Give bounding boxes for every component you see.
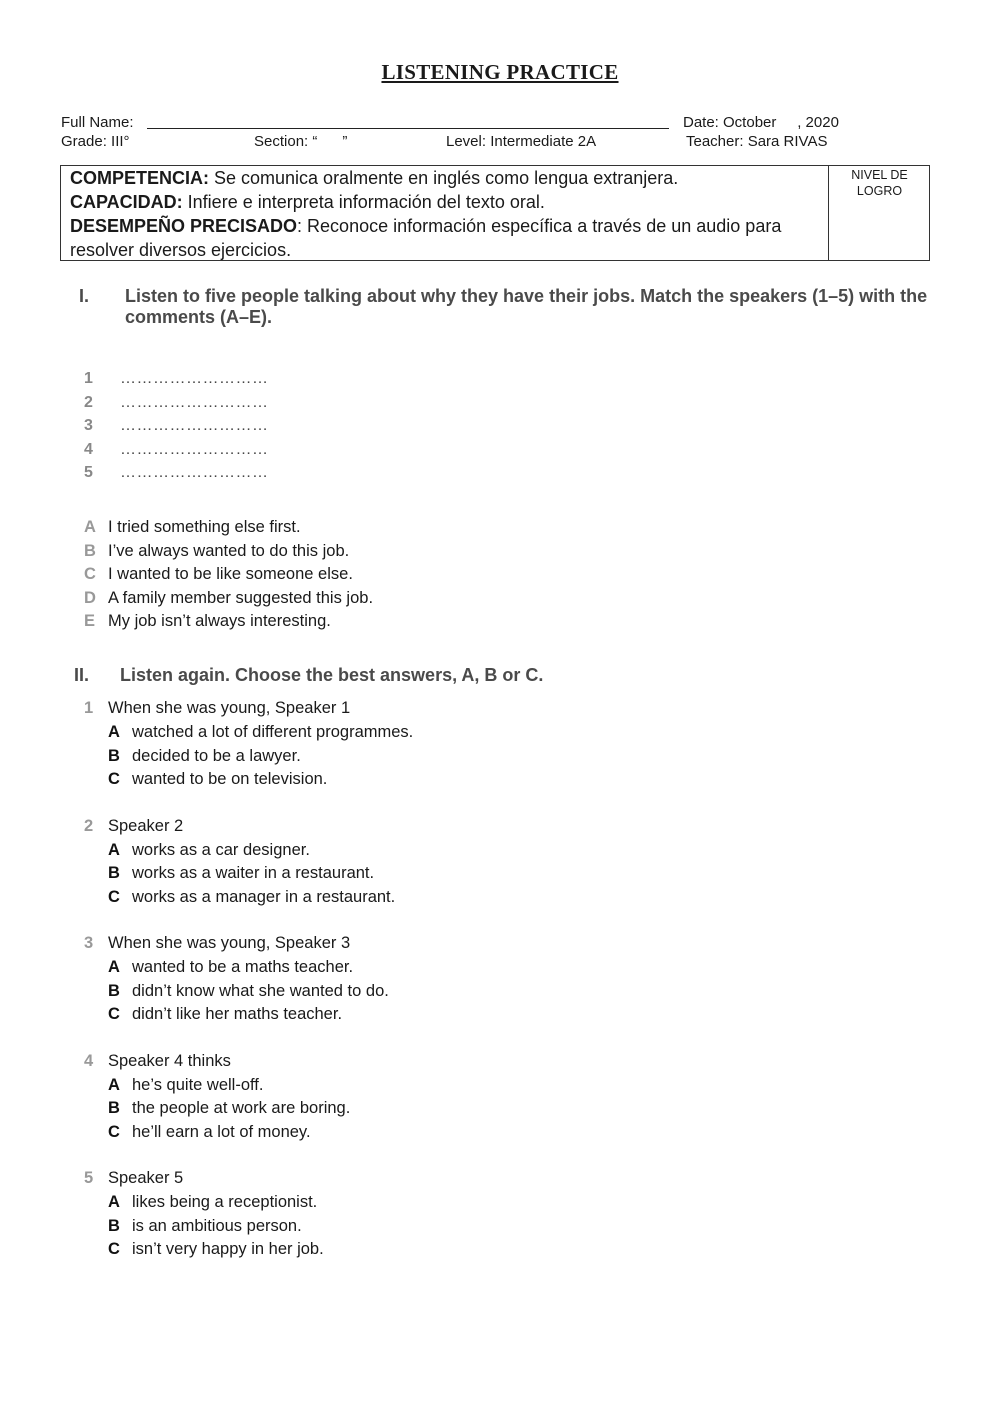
competencia-label: COMPETENCIA: <box>70 168 209 188</box>
grade-label: Grade: III° <box>61 133 130 150</box>
answer-option[interactable]: C wanted to be on television. <box>108 770 328 788</box>
competencia-box <box>60 165 930 261</box>
answer-option[interactable]: B decided to be a lawyer. <box>108 747 301 765</box>
comment-c: C I wanted to be like someone else. <box>84 565 353 583</box>
match-blank-3[interactable] <box>84 417 269 435</box>
match-blank-2[interactable] <box>84 394 269 412</box>
section2-number: II. <box>74 665 90 685</box>
comment-e: E My job isn’t always interesting. <box>84 612 331 630</box>
capacidad-value: Infiere e interpreta información del texto oral. <box>182 192 545 212</box>
answer-option[interactable]: C isn’t very happy in her job. <box>108 1240 324 1258</box>
question-1: 1 When she was young, Speaker 1 <box>84 699 351 717</box>
answer-option[interactable]: B is an ambitious person. <box>108 1217 302 1235</box>
section1-heading <box>79 286 959 330</box>
comment-b: B I’ve always wanted to do this job. <box>84 542 350 560</box>
desempeno-value: : Reconoce información específica a través de un audio para resolver diversos ejercicios. <box>70 216 782 260</box>
full-name-blank[interactable] <box>147 128 669 129</box>
question-2: 2 Speaker 2 <box>84 817 184 835</box>
match-blank-5[interactable] <box>84 464 269 482</box>
match-blank-1[interactable] <box>84 370 269 388</box>
level-label: Level: Intermediate 2A <box>446 133 597 150</box>
comment-d: D A family member suggested this job. <box>84 589 374 607</box>
desempeno-label: DESEMPEÑO PRECISADO <box>70 216 298 236</box>
answer-option[interactable]: B the people at work are boring. <box>108 1099 351 1117</box>
answer-option[interactable]: A he’s quite well-off. <box>108 1076 264 1094</box>
match-dots: ……………………… <box>120 417 269 434</box>
match-number: 1 <box>84 370 93 387</box>
nivel-de-logro-cell[interactable] <box>828 166 930 261</box>
answer-option[interactable]: A watched a lot of different programmes. <box>108 723 414 741</box>
answer-option[interactable]: B works as a waiter in a restaurant. <box>108 864 375 882</box>
competencia-value: Se comunica oralmente en inglés como lengua extranjera. <box>209 168 679 188</box>
answer-option[interactable]: A wanted to be a maths teacher. <box>108 958 354 976</box>
page-title: LISTENING PRACTICE <box>381 60 619 84</box>
comment-a: A I tried something else first. <box>84 518 301 536</box>
match-dots: ……………………… <box>120 370 269 387</box>
answer-option[interactable]: C he’ll earn a lot of money. <box>108 1123 311 1141</box>
answer-option[interactable]: C didn’t like her maths teacher. <box>108 1005 343 1023</box>
answer-option[interactable]: C works as a manager in a restaurant. <box>108 888 396 906</box>
answer-option[interactable]: A works as a car designer. <box>108 841 310 859</box>
match-number: 3 <box>84 417 93 434</box>
teacher-label: Teacher: Sara RIVAS <box>686 133 828 150</box>
section1-instruction: Listen to five people talking about why they have their jobs. Match the speakers (1–5) with the comments (A–E). <box>125 286 928 327</box>
date-label: Date: October , 2020 <box>683 114 839 131</box>
full-name-label: Full Name: <box>61 114 134 131</box>
match-number: 5 <box>84 464 93 481</box>
section2-heading <box>74 665 954 689</box>
match-dots: ……………………… <box>120 441 269 458</box>
question-5: 5 Speaker 5 <box>84 1169 184 1187</box>
nivel-label: NIVEL DE LOGRO <box>851 168 908 198</box>
answer-option[interactable]: A likes being a receptionist. <box>108 1193 318 1211</box>
section-label: Section: “ ” <box>254 133 348 150</box>
match-dots: ……………………… <box>120 394 269 411</box>
question-4: 4 Speaker 4 thinks <box>84 1052 231 1070</box>
section2-instruction: Listen again. Choose the best answers, A, B or C. <box>120 665 544 685</box>
match-number: 2 <box>84 394 93 411</box>
match-blank-4[interactable] <box>84 441 269 459</box>
section1-number: I. <box>79 286 90 306</box>
match-number: 4 <box>84 441 93 458</box>
answer-option[interactable]: B didn’t know what she wanted to do. <box>108 982 389 1000</box>
competencia-text <box>70 166 830 262</box>
capacidad-label: CAPACIDAD: <box>70 192 183 212</box>
question-3: 3 When she was young, Speaker 3 <box>84 934 351 952</box>
match-dots: ……………………… <box>120 464 269 481</box>
